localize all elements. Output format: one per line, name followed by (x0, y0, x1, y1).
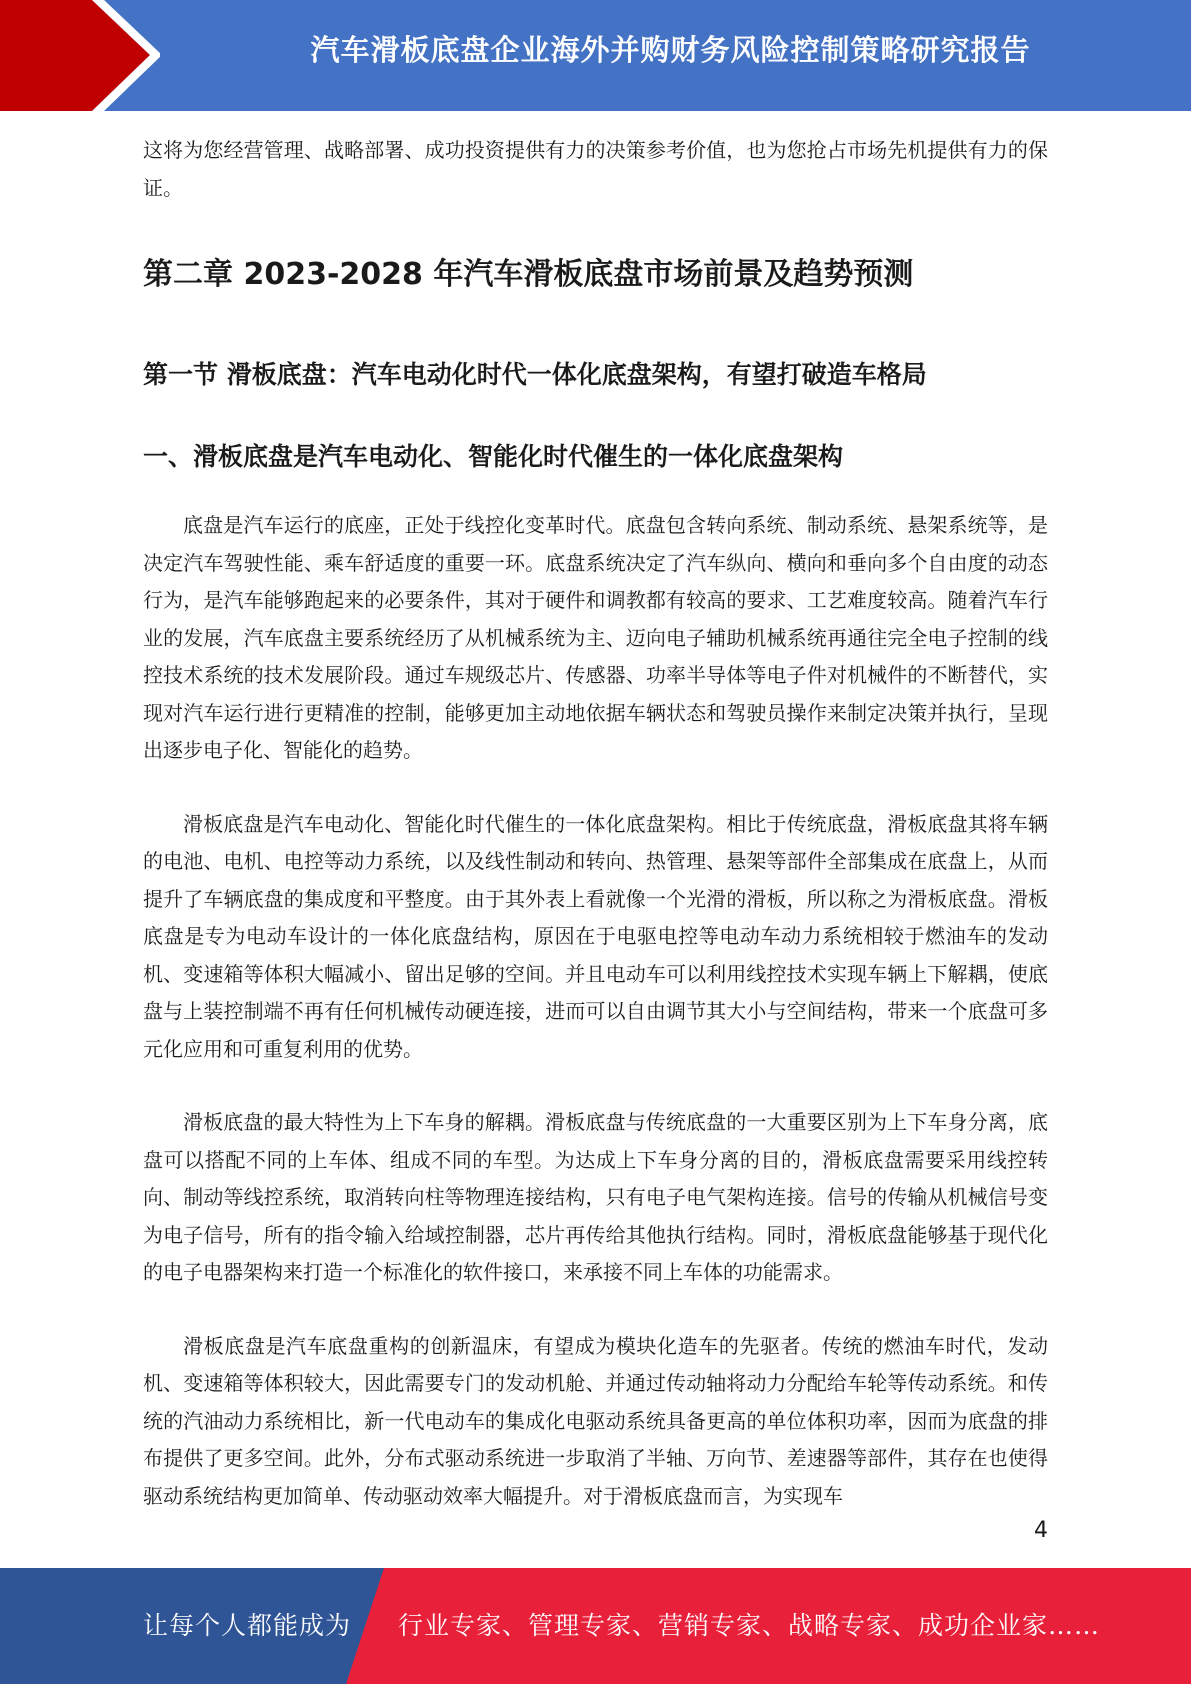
page-footer (0, 1568, 1191, 1684)
chapter-title: 第二章 2023-2028 年汽车滑板底盘市场前景及趋势预测 (143, 257, 914, 292)
body-paragraph: 底盘是汽车运行的底座，正处于线控化变革时代。底盘包含转向系统、制动系统、悬架系统等，是决定汽车驾驶性能、乘车舒适度的重要一环。底盘系统决定了汽车纵向、横向和垂向多个自由度的动态行为，是汽车能够跑起来的必要条件，其对于硬件和调教都有较高的要求、工艺难度较高。随着汽车行业的发展，汽车底盘主要系统经历了从机械系统为主、迈向电子辅助机械系统再通往完全电子控制的线控技术系统的技术发展阶段。通过车规级芯片、传感器、功率半导体等电子件对机械件的不断替代，实现对汽车运行进行更精准的控制，能够更加主动地依据车辆状态和驾驶员操作来制定决策并执行，呈现出逐步电子化、智能化的趋势。 (143, 513, 1048, 762)
section-title: 第一节 滑板底盘：汽车电动化时代一体化底盘架构，有望打破造车格局 (143, 360, 927, 389)
body-paragraph: 滑板底盘的最大特性为上下车身的解耦。滑板底盘与传统底盘的一大重要区别为上下车身分离，底盘可以搭配不同的上车体、组成不同的车型。为达成上下车身分离的目的，滑板底盘需要采用线控转向、制动等线控系统，取消转向柱等物理连接结构，只有电子电气架构连接。信号的传输从机械信号变为电子信号，所有的指令输入给域控制器，芯片再传给其他执行结构。同时，滑板底盘能够基于现代化的电子电器架构来打造一个标准化的软件接口，来承接不同上车体的功能需求。 (143, 1110, 1048, 1284)
document-body (143, 132, 1048, 1515)
body-paragraph: 滑板底盘是汽车底盘重构的创新温床，有望成为模块化造车的先驱者。传统的燃油车时代，发动机、变速箱等体积较大，因此需要专门的发动机舱、并通过传动轴将动力分配给车轮等传动系统。和传统的汽油动力系统相比，新一代电动车的集成化电驱动系统具备更高的单位体积功率，因而为底盘的排布提供了更多空间。此外，分布式驱动系统进一步取消了半轴、万向节、差速器等部件，其存在也使得驱动系统结构更加简单、传动驱动效率大幅提升。对于滑板底盘而言，为实现车 (143, 1333, 1048, 1508)
report-title: 汽车滑板底盘企业海外并购财务风险控制策略研究报告 (310, 33, 1031, 67)
footer-slogan-left: 让每个人都能成为 (143, 1611, 352, 1640)
page-header (0, 0, 1191, 111)
body-paragraph: 滑板底盘是汽车电动化、智能化时代催生的一体化底盘架构。相比于传统底盘，滑板底盘其将车辆的电池、电机、电控等动力系统，以及线性制动和转向、热管理、悬架等部件全部集成在底盘上，从而提升了车辆底盘的集成度和平整度。由于其外表上看就像一个光滑的滑板，所以称之为滑板底盘。滑板底盘是专为电动车设计的一体化底盘结构，原因在于电驱电控等电动车动力系统相较于燃油车的发动机、变速箱等体积大幅减小、留出足够的空间。并且电动车可以利用线控技术实现车辆上下解耦，使底盘与上装控制端不再有任何机械传动硬连接，进而可以自由调节其大小与空间结构，带来一个底盘可多元化应用和可重复利用的优势。 (143, 811, 1048, 1061)
footer-slogan-right: 行业专家、管理专家、营销专家、战略专家、成功企业家…… (398, 1611, 1101, 1640)
page-number: 4 (1034, 1518, 1048, 1543)
header-chevron-decoration (0, 0, 160, 111)
subsection-title: 一、滑板底盘是汽车电动化、智能化时代催生的一体化底盘架构 (143, 442, 844, 471)
intro-paragraph: 这将为您经营管理、战略部署、成功投资提供有力的决策参考价值，也为您抢占市场先机提供有力的保证。 (143, 138, 1048, 200)
